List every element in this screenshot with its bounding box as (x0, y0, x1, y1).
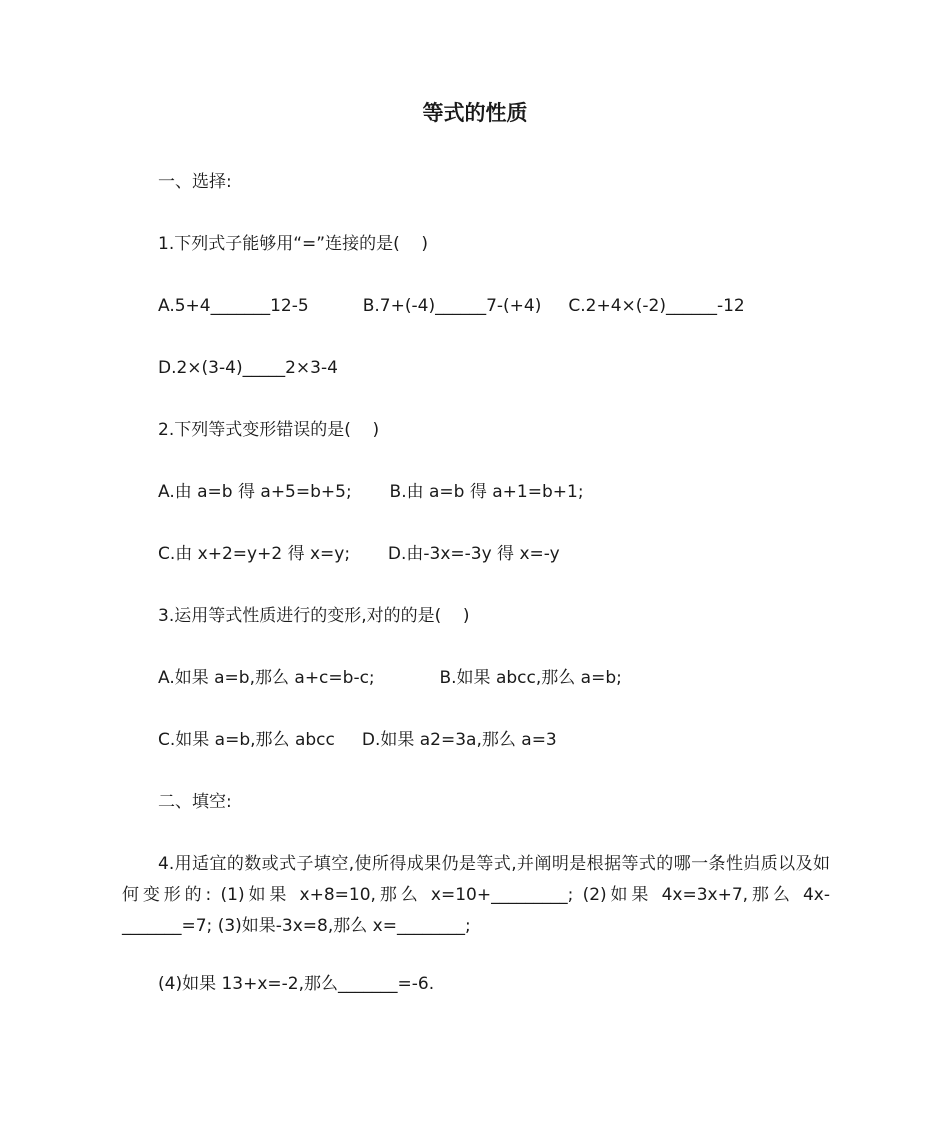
question-3-options-line-1: A.如果 a=b,那么 a+c=b-c; B.如果 abcc,那么 a=b; (158, 668, 622, 688)
question-4-paragraph: 4.用适宜的数或式子填空,使所得成果仍是等式,并阐明是根据等式的哪一条性岿质以及如何变形的: (1)如果 x+8=10,那么 x=10+_________; (2)如果 4x=3x+7,那么 4x-_______=7; (3)如果-3x=8,那么 x=________; (122, 854, 830, 936)
question-2-options-line-2: C.由 x+2=y+2 得 x=y; D.由-3x=-3y 得 x=-y (158, 544, 560, 564)
question-1-options-line-1: A.5+4_______12-5 B.7+(-4)______7-(+4) C.2+4×(-2)______-12 (158, 296, 745, 316)
question-3-stem: 3.运用等式性质进行的变形,对的的是( ) (158, 606, 470, 626)
question-2-options-line-1: A.由 a=b 得 a+5=b+5; B.由 a=b 得 a+1=b+1; (158, 482, 584, 502)
document-title: 等式的性质 (422, 101, 528, 125)
question-1-stem: 1.下列式子能够用“=”连接的是( ) (158, 234, 428, 254)
section-heading-fill: 二、填空: (158, 792, 232, 812)
question-1-options-line-2: D.2×(3-4)_____2×3-4 (158, 358, 338, 378)
question-4-last-line: (4)如果 13+x=-2,那么_______=-6. (158, 974, 435, 994)
question-3-options-line-2: C.如果 a=b,那么 abcc D.如果 a2=3a,那么 a=3 (158, 730, 557, 750)
section-heading-choice: 一、选择: (158, 172, 232, 192)
question-2-stem: 2.下列等式变形错误的是( ) (158, 420, 380, 440)
